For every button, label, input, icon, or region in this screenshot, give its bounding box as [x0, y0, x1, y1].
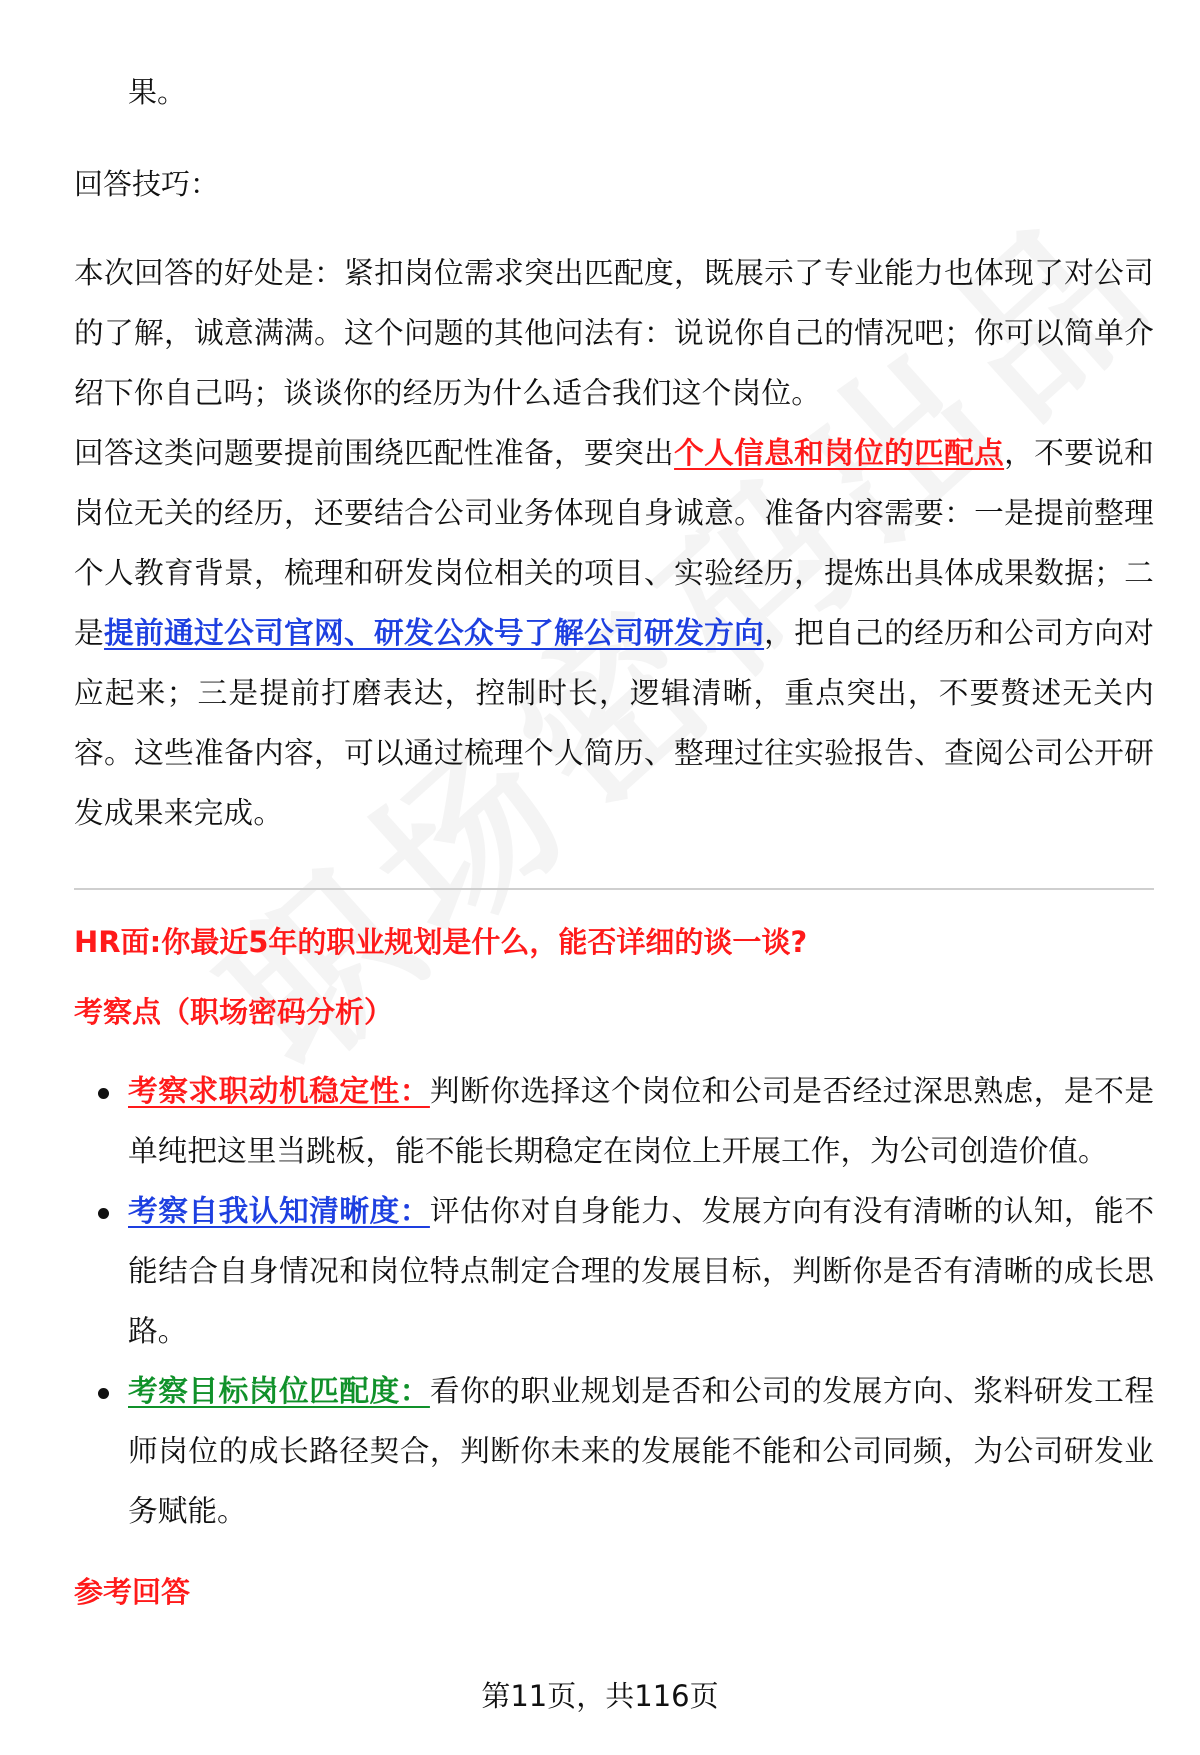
reference-answer-title: 参考回答 — [74, 1575, 191, 1609]
question-title: HR面:你最近5年的职业规划是什么，能否详细的谈一谈? — [74, 925, 808, 959]
preparation-text-2: ，不要说和岗位无关的经历，还要结合公司业务体现自身诚意。准备内容需要：一是提前整理个人教育背景，梳理和研发岗位相关的项目、实验经历，提炼出具体成果数据；二是 — [74, 436, 1155, 651]
bullet-icon — [98, 1208, 109, 1219]
highlight-match-points: 个人信息和岗位的匹配点 — [674, 436, 1005, 471]
bullet-icon — [98, 1388, 109, 1399]
preparation-paragraph — [74, 424, 1154, 844]
analysis-title: 考察点（职场密码分析） — [74, 995, 394, 1029]
section-divider — [74, 888, 1154, 890]
bullet-label: 考察求职动机稳定性： — [128, 1074, 430, 1109]
list-item — [74, 1362, 1154, 1542]
bullet-text: 看你的职业规划是否和公司的发展方向、浆料研发工程师岗位的成长路径契合，判断你未来的发展能不能和公司同频，为公司研发业务赋能。 — [128, 1374, 1155, 1529]
answer-tips-label: 回答技巧： — [74, 167, 220, 201]
bullet-text: 评估你对自身能力、发展方向有没有清晰的认知，能不能结合自身情况和岗位特点制定合理的发展目标，判断你是否有清晰的成长思路。 — [128, 1194, 1155, 1349]
list-item — [74, 1062, 1154, 1182]
continuation-text: 果。 — [128, 75, 187, 109]
highlight-research-direction: 提前通过公司官网、研发公众号了解公司研发方向 — [104, 616, 765, 651]
preparation-text-3: ，把自己的经历和公司方向对应起来；三是提前打磨表达，控制时长，逻辑清晰，重点突出，不要赘述无关内容。这些准备内容，可以通过梳理个人简历、整理过往实验报告、查阅公司公开研发成果来完成。 — [74, 616, 1154, 831]
bullet-label: 考察自我认知清晰度： — [128, 1194, 430, 1229]
analysis-list — [74, 1062, 1154, 1542]
preparation-text-1: 回答这类问题要提前围绕匹配性准备，要突出 — [74, 436, 675, 471]
list-item — [74, 1182, 1154, 1362]
page-number: 第11页，共116页 — [481, 1679, 719, 1713]
bullet-icon — [98, 1088, 109, 1099]
bullet-label: 考察目标岗位匹配度： — [128, 1374, 430, 1409]
bullet-text: 判断你选择这个岗位和公司是否经过深思熟虑，是不是单纯把这里当跳板，能不能长期稳定在岗位上开展工作，为公司创造价值。 — [128, 1074, 1155, 1169]
tips-paragraph: 本次回答的好处是：紧扣岗位需求突出匹配度，既展示了专业能力也体现了对公司的了解，诚意满满。这个问题的其他问法有：说说你自己的情况吧；你可以简单介绍下你自己吗；谈谈你的经历为什么适合我们这个岗位。 — [74, 256, 1154, 411]
